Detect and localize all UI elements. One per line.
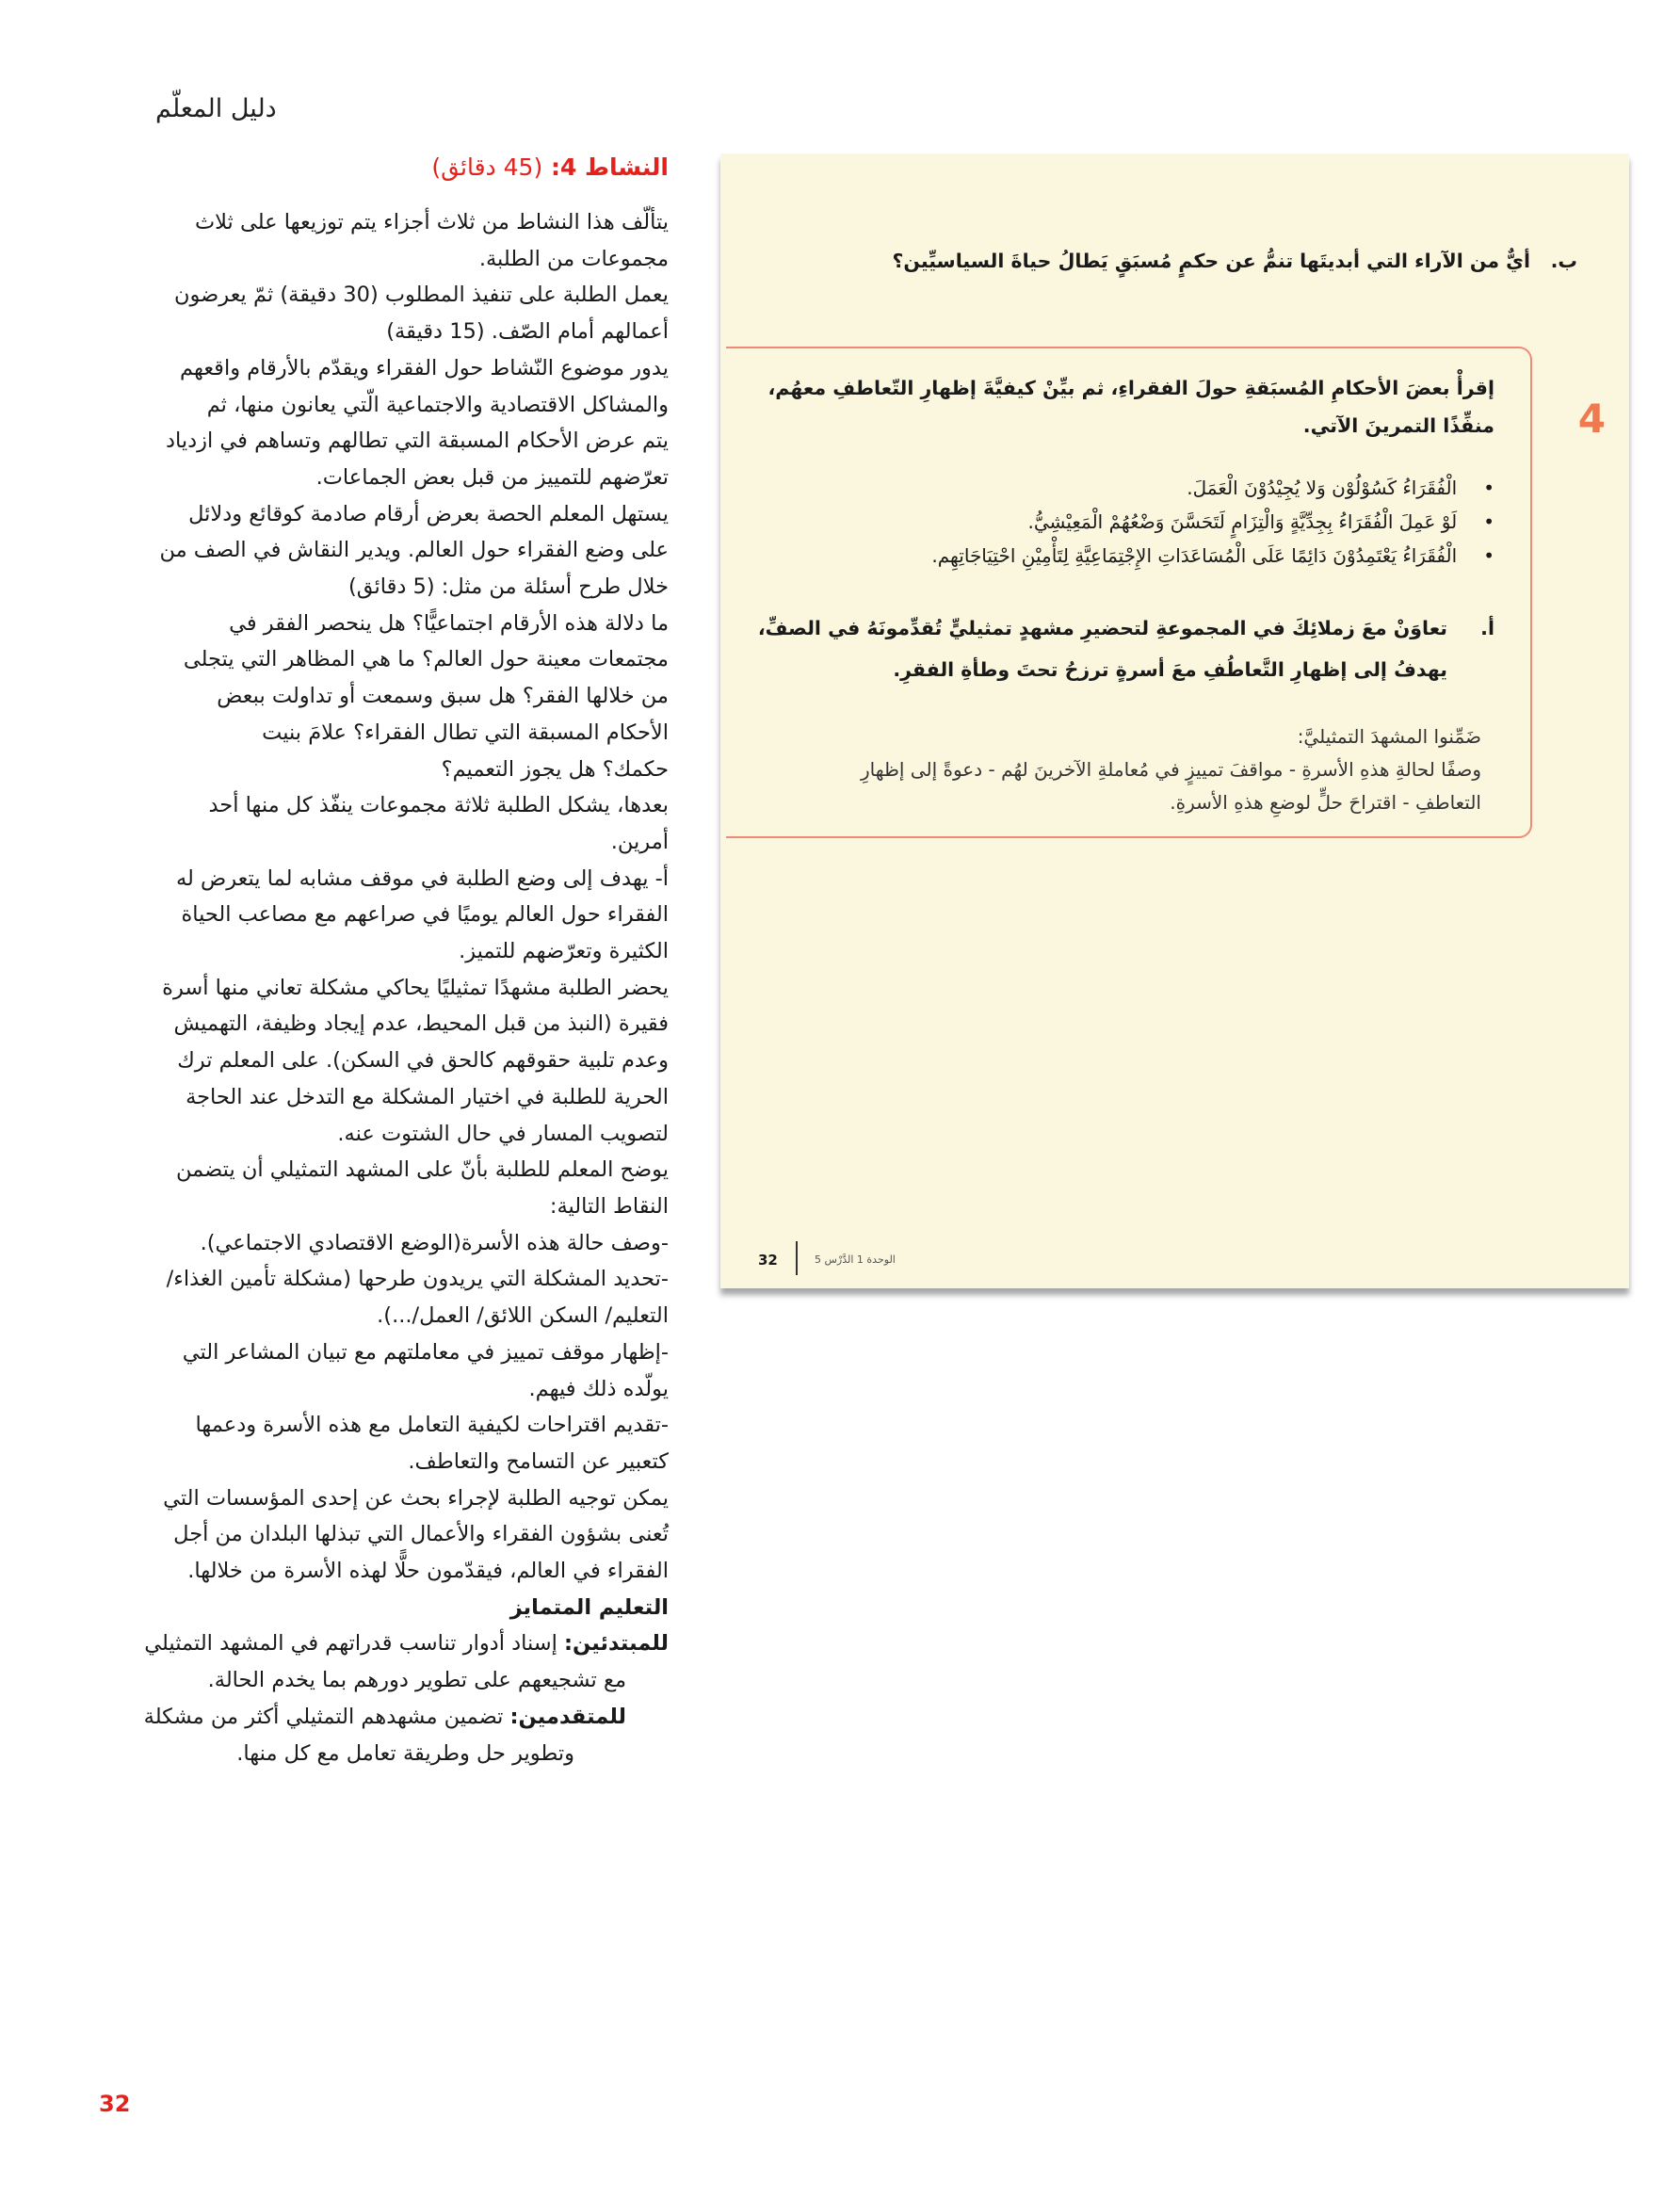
exercise-instruction-line-2: منفِّذًا التمرينَ الآتي. [1302,414,1494,437]
list-item: • الْفُقَرَاءُ كَسُوْلُوْن وَلا يُجِيْدُوْنَ الْعَمَلَ. [779,471,1494,505]
guide-line: حكمك؟ هل يجوز التعميم؟ [441,756,669,782]
advanced-text-1: تضمين مشهدهم التمثيلي أكثر من مشكلة [143,1704,510,1729]
guide-line: بعدها، يشكل الطلبة ثلاثة مجموعات ينفّذ كل منها أحد [208,793,669,818]
guide-line: النقاط التالية: [549,1193,669,1219]
header-title: دليل المعلّم [155,94,277,123]
beginners-text-2: مع تشجيعهم على تطوير دورهم بما يخدم الحالة. [207,1668,626,1693]
footer-divider [796,1241,798,1275]
exercise-instruction [751,369,1494,445]
guide-line: مجتمعات معينة حول العالم؟ ما هي المظاهر التي يتجلى [183,647,669,672]
guide-line: تعرّضهم للتمييز من قبل بعض الجماعات. [315,464,669,490]
question-b [824,250,1577,272]
student-book-page [720,154,1629,1288]
guide-line: أمرين. [610,829,669,854]
beginners-label: للمبتدئين: [564,1631,669,1657]
activity-duration: (45 دقائق) [431,154,543,181]
scene-line-1: ضَمِّنوا المشهدَ التمثيليَّ: [1297,725,1481,748]
guide-line: خلال طرح أسئلة من مثل: (5 دقائق) [347,574,669,600]
prejudice-list [779,471,1494,573]
guide-line: يولّده ذلك فيهم. [528,1376,669,1401]
activity-title [141,154,669,182]
guide-line: الأحكام المسبقة التي تطال الفقراء؟ علامَ بنيت [262,720,669,745]
scene-line-3: التعاطفِ - اقتراحَ حلٍّ لوضعِ هذهِ الأسرةِ. [1170,791,1481,814]
question-a-text-2: يهدفُ إلى إظهارِ التَّعاطُفِ معَ أسرةٍ ترزحُ تحتَ وطأةِ الفقرِ. [893,658,1447,681]
guide-line: -تقديم اقتراحات لكيفية التعامل مع هذه الأسرة ودعمها [195,1413,669,1438]
guide-line: كتعبير عن التسامح والتعاطف. [408,1448,669,1474]
guide-line: يمكن توجيه الطلبة لإجراء بحث عن إحدى المؤسسات التي [163,1485,669,1511]
guide-line: يعمل الطلبة على تنفيذ المطلوب (30 دقيقة) ثمّ يعرضون [174,283,669,308]
advanced-text-2: وتطوير حل وطريقة تعامل مع كل منها. [236,1740,574,1766]
guide-line: والمشاكل الاقتصادية والاجتماعية الّتي يعانون منها، ثم [206,392,669,417]
beginners-text-1: إسناد أدوار تناسب قدراتهم في المشهد التمثيلي [144,1631,565,1657]
question-b-text: أيٌّ من الآراء التي أبديتَها تنمُّ عن حكمٍ مُسبَقٍ يَطالُ حياةَ السياسيِّين؟ [892,250,1530,272]
guide-line: أ- يهدف إلى وضع الطلبة في موقف مشابه لما يتعرض له [175,865,669,891]
guide-line: الفقراء حول العالم يوميًا في صراعهم مع مصاعب الحياة [181,902,669,928]
guide-line: وعدم تلبية حقوقهم كالحق في السكن). على المعلم ترك [177,1048,669,1074]
advanced-label: للمتقدمين: [509,1704,626,1729]
guide-line: الحرية للطلبة في اختيار المشكلة مع التدخل عند الحاجة [186,1084,669,1109]
activity-label: النشاط 4: [550,154,669,181]
guide-line: أعمالهم أمام الصّف. (15 دقيقة) [386,319,669,345]
question-a [741,607,1494,690]
guide-line: على وضع الفقراء حول العالم. ويدير النقاش في الصف من [159,538,669,563]
guide-line: لتصويب المسار في حال الشتوت عنه. [337,1121,669,1146]
scene-line-2: وصفًا لحالةِ هذهِ الأسرةِ - مواقفَ تمييزٍ في مُعاملةِ الآخرينَ لهُم - دعوةً إلى إظهارِ [861,758,1481,781]
guide-line: -تحديد المشكلة التي يريدون طرحها (مشكلة تأمين الغذاء/ [166,1267,669,1292]
question-a-marker: أ. [1480,617,1494,639]
teacher-guide-column [141,154,669,1771]
page-number: 32 [99,2091,131,2117]
guide-line: مجموعات من الطلبة. [478,246,669,271]
guide-line: يوضح المعلم للطلبة بأنّ على المشهد التمثيلي أن يتضمن [176,1157,669,1183]
guide-line: ما دلالة هذه الأرقام اجتماعيًّا؟ هل ينحصر الفقر في [229,610,669,636]
guide-body [141,204,669,1590]
question-b-marker: ب. [1550,250,1577,272]
exercise-number: 4 [1577,396,1606,442]
guide-line: التعليم/ السكن اللائق/ العمل/...). [377,1303,669,1329]
scene-instructions [756,720,1481,819]
footer-unit-label: الوحدة 1 الدَّرْس 5 [815,1253,896,1266]
guide-line: الكثيرة وتعرّضهم للتميز. [459,939,669,964]
question-a-text-1: تعاوَنْ معَ زملائِكَ في المجموعةِ لتحضيرِ مشهدٍ تمثيليٍّ تُقدِّمونَهُ في الصفِّ، [757,617,1447,639]
guide-line: يتم عرض الأحكام المسبقة التي تطالهم وتساهم في ازدياد [165,428,669,454]
advanced-paragraph [141,1699,669,1736]
guide-line: يحضر الطلبة مشهدًا تمثيليًا يحاكي مشكلة تعاني منها أسرة [162,975,669,1000]
guide-line: يستهل المعلم الحصة بعرض أرقام صادمة كوقائع ودلائل [188,501,669,526]
guide-line: تُعنى بشؤون الفقراء والأعمال التي تبذلها البلدان من أجل [173,1522,669,1547]
guide-line: -إظهار موقف تمييز في معاملتهم مع تبيان المشاعر التي [182,1339,669,1365]
guide-line: فقيرة (النبذ من قبل المحيط، عدم إيجاد وظيفة، التهميش [173,1011,669,1037]
guide-line: -وصف حالة هذه الأسرة(الوضع الاقتصادي الاجتماعي). [200,1230,669,1255]
footer-page-number: 32 [758,1252,778,1269]
guide-line: يتألّف هذا النشاط من ثلاث أجزاء يتم توزيعها على ثلاث [194,210,669,234]
guide-line: الفقراء في العالم، فيقدّمون حلًّا لهذه الأسرة من خلالها. [187,1559,669,1584]
guide-line: يدور موضوع النّشاط حول الفقراء ويقدّم بالأرقام واقعهم [179,355,669,380]
exercise-instruction-line-1: إقرأْ بعضَ الأحكامِ المُسبَقةِ حولَ الفقراءِ، ثم بيِّنْ كيفيَّةَ إظهارِ التّعاطفِ معهُم، [767,377,1494,399]
beginners-paragraph [141,1625,669,1662]
differentiated-heading: التعليم المتمايز [509,1594,669,1620]
guide-line: من خلالها الفقر؟ هل سبق وسمعت أو تداولت ببعض [217,684,669,709]
exercise-box [726,347,1606,838]
list-item: • الْفُقَرَاءُ يَعْتَمِدُوْنَ دَائِمًا عَلَى الْمُسَاعَدَاتِ الإِجْتِمَاعِيَّةِ لِتَأْمِيْنِ احْتِيَاجَاتِهِم. [779,539,1494,573]
list-item: • لَوْ عَمِلَ الْفُقَرَاءُ بِجِدِّيَّةٍ وَالْتِزَامٍ لَتَحَسَّنَ وَضْعُهُمْ الْمَعِيْشِيُّ. [779,505,1494,539]
